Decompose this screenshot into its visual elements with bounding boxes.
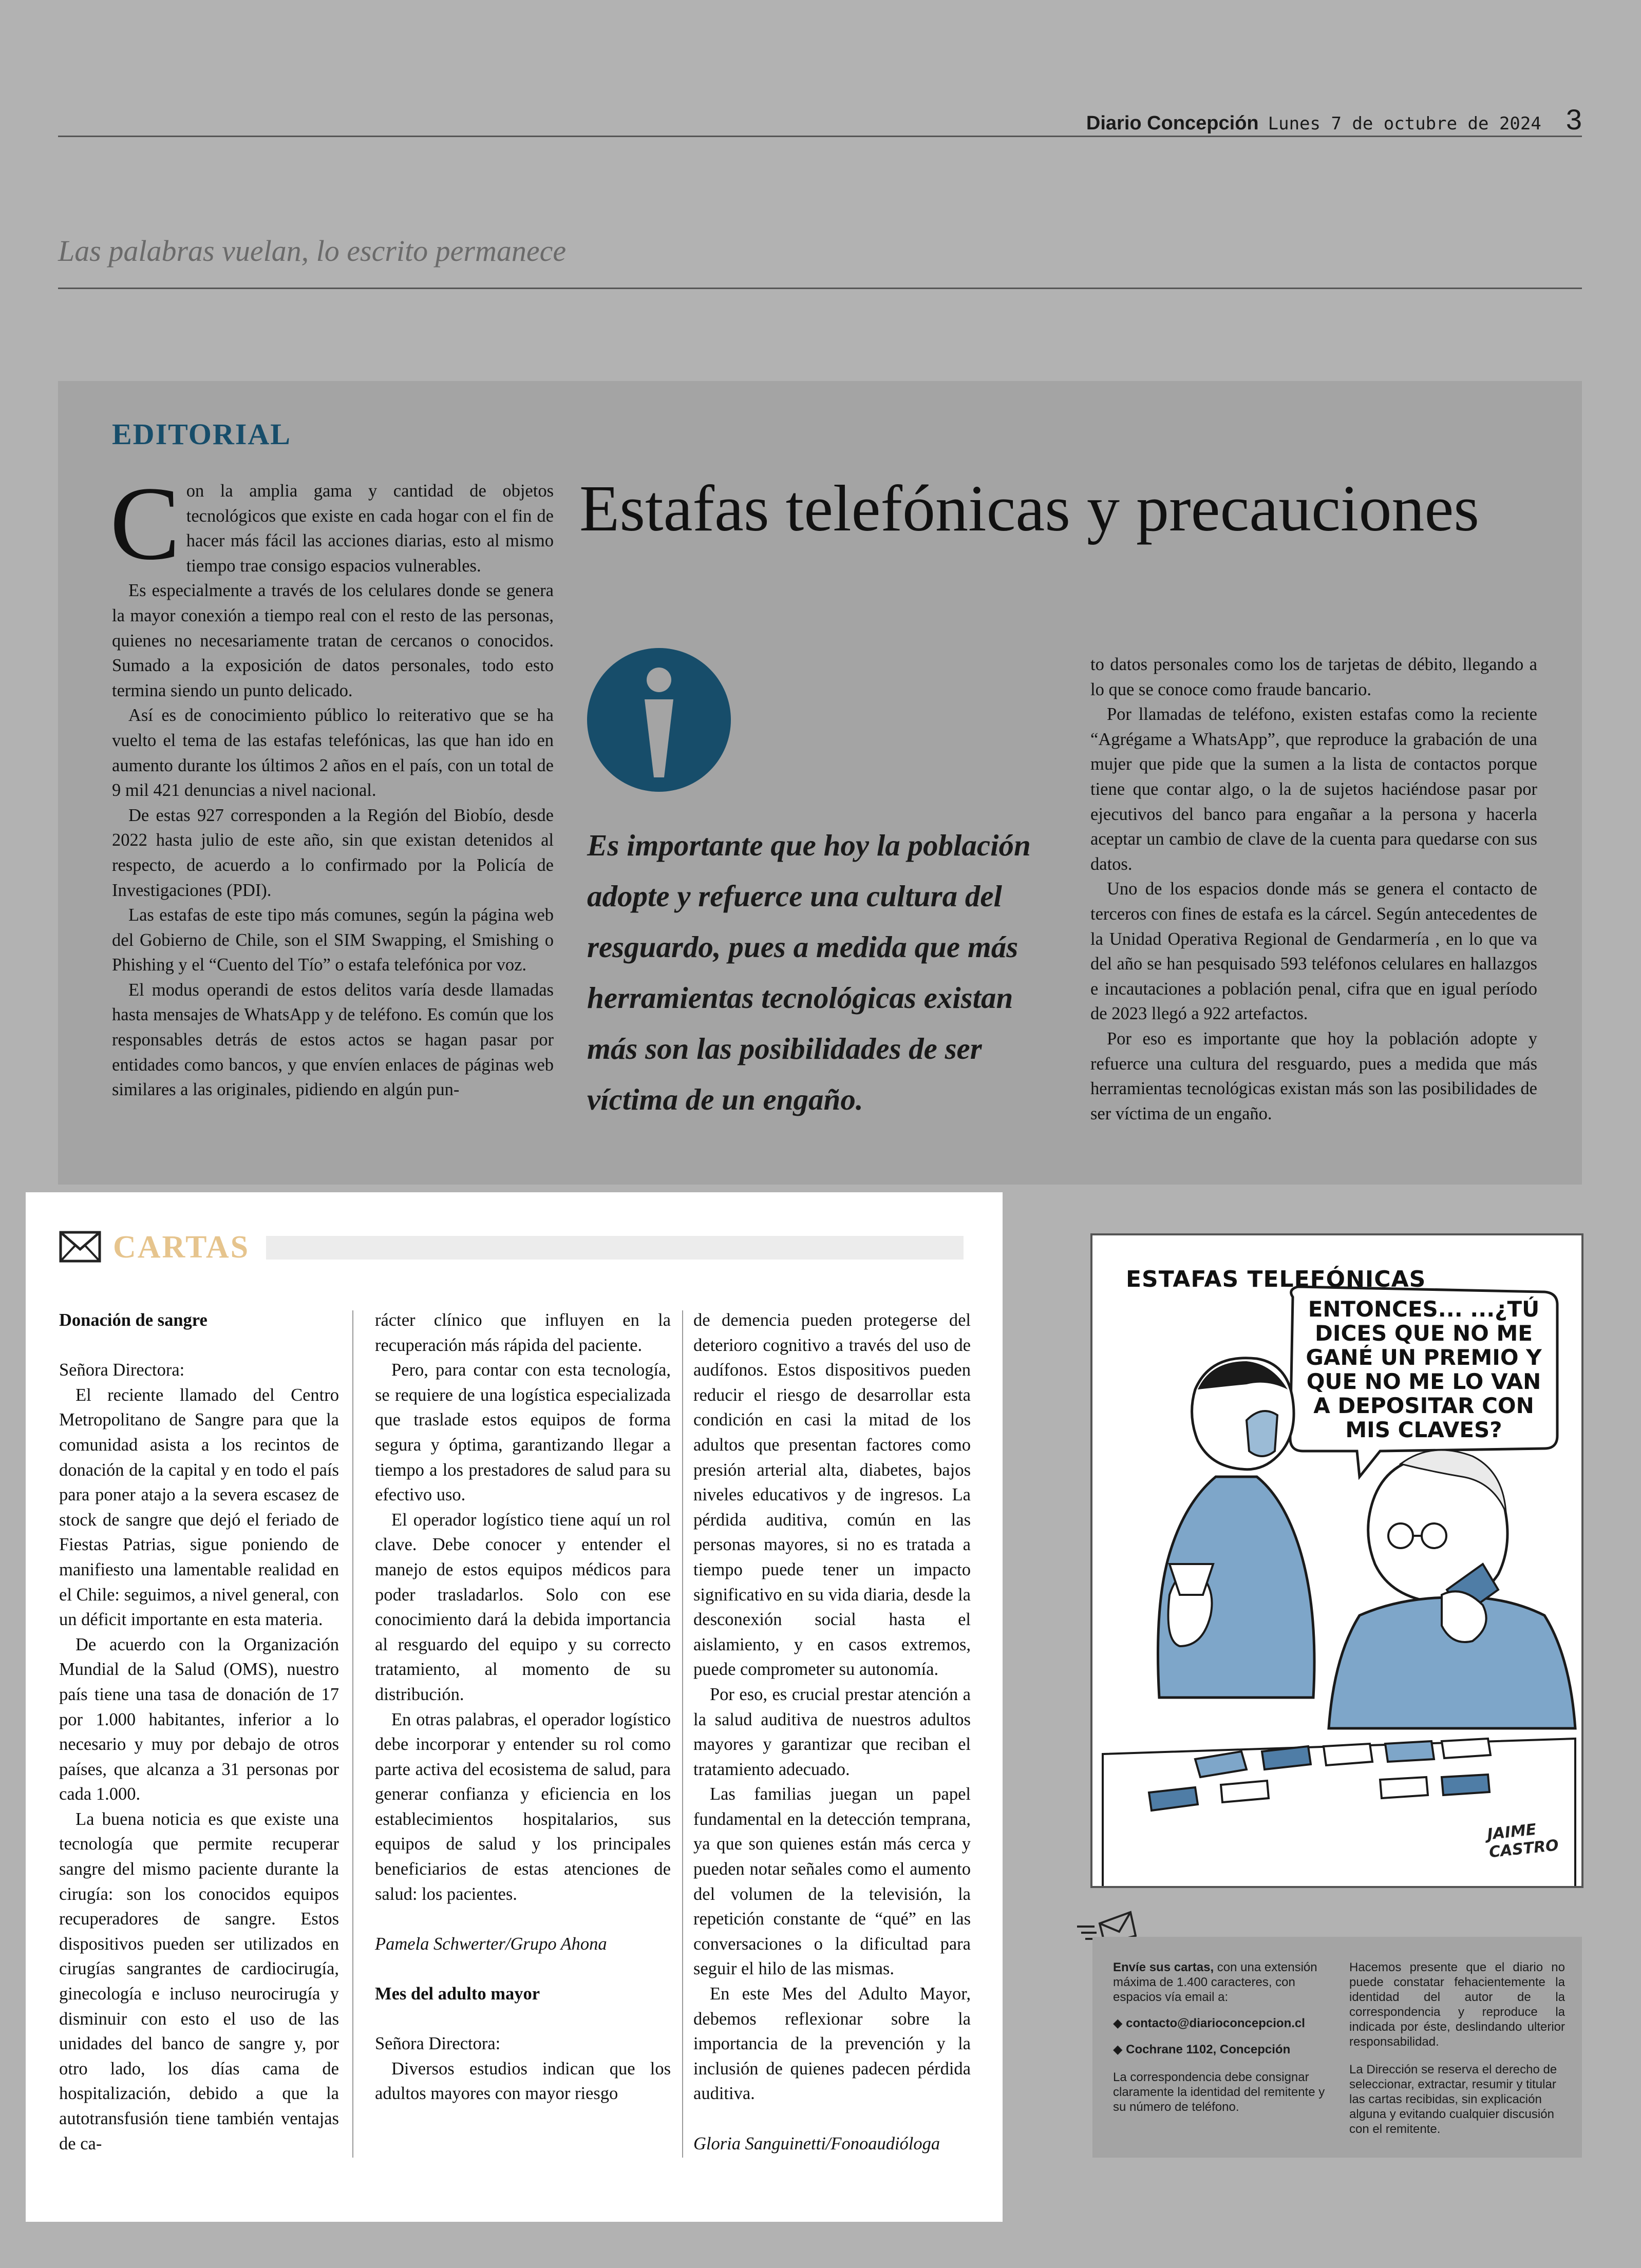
cartas-label: CARTAS <box>113 1230 250 1265</box>
letter-signature: Gloria Sanguinetti/Fonoaudióloga <box>693 2133 940 2153</box>
cartas-column-3 <box>693 1308 971 2156</box>
letter-paragraph: De acuerdo con la Organización Mundial de la Salud (OMS), nuestro país tiene una tasa de donación de 17 por 1.000 habitantes, inferior a lo necesario y muy por debajo de otros países, que alcanza a 31 personas por cada 1.000. <box>59 1634 339 1804</box>
header-divider <box>58 136 1582 137</box>
letter-paragraph: Diversos estudios indican que los adultos mayores con mayor riesgo <box>375 2059 671 2104</box>
letter-salutation: Señora Directora: <box>59 1360 185 1380</box>
disclaimer-editing: La Dirección se reserva el derecho de seleccionar, extractar, resumir y titular las cartas recibidas, sin explicación alguna y evitando cualquier discusión con el remitente. <box>1349 2063 1557 2136</box>
editorial-column-3 <box>1090 652 1537 1126</box>
letter-paragraph: En este Mes del Adulto Mayor, debemos reflexionar sobre la importancia de la prevención y la inclusión de quienes padecen pérdida auditiva. <box>693 1984 971 2104</box>
cartas-column-2 <box>375 1308 671 2106</box>
editorial-column-1 <box>110 465 554 1102</box>
letter-paragraph: El reciente llamado del Centro Metropolitano de Sangre para que la comunidad asista a los recintos de donación de la capital y en todo el país para poner atajo a la severa escasez de stock de sangre que dejó el feriado de Fiestas Patrias, sigue poniendo de manifiesto una lamentable realidad en el Chile: seguimos, a nivel general, con un déficit importante en esta materia. <box>59 1385 339 1630</box>
cartas-section <box>26 1192 1003 2222</box>
editorial-paragraph: Así es de conocimiento público lo reiterativo que se ha vuelto el tema de las estafas telefónicas, las que han ido en aumento durante los últimos 2 años en el país, con un total de 9 mil 421 denuncias a nivel nacional. <box>112 706 554 801</box>
column-divider <box>682 1310 683 2158</box>
column-divider <box>352 1310 353 2158</box>
editorial-paragraph: Por eso es importante que hoy la población adopte y refuerce una cultura del resguardo, pues a medida que más herramientas tecnológicas existan más son las posibilidades de ser víctima de un engaño. <box>1090 1028 1537 1123</box>
page-header <box>1086 103 1582 136</box>
envelope-icon <box>59 1231 101 1263</box>
letter-heading: Donación de sangre <box>59 1310 208 1330</box>
drop-cap: C <box>110 465 180 582</box>
contact-info-left <box>1113 1960 1334 2114</box>
correspondence-note: La correspondencia debe consignar claramente la identidad del remitente y su número de teléfono. <box>1113 2070 1325 2114</box>
editorial-cartoon <box>1090 1233 1583 1888</box>
cartas-column-1 <box>59 1308 339 2156</box>
letter-paragraph: de demencia pueden protegerse del deterioro cognitivo a través del uso de audífonos. Estos dispositivos pueden reducir el riesgo de desarrollar esta condición en casi la mitad de los adultos que presentan factores como presión arterial alta, diabetes, bajos niveles educativos y de ingresos. La pérdida auditiva, común en las personas mayores, si no es tratada a tiempo puede tener un impacto significativo en su vida diaria, desde la desconexión social hasta el aislamiento, y en casos extremos, puede comprometer su autonomía. <box>693 1310 971 1680</box>
send-instructions: Envíe sus cartas, con una extensión máxima de 1.400 caracteres, con espacios vía email a: <box>1113 1960 1317 2004</box>
letter-paragraph: Pero, para contar con esta tecnología, se requiere de una logística especializada que traslade estos equipos de forma segura y óptima, garantizando llegar a tiempo a los prestadores de salud para su efectivo uso. <box>375 1360 671 1505</box>
editorial-paragraph: De estas 927 corresponden a la Región del Biobío, desde 2022 hasta julio de este año, sin que existan detenidos al respecto, de acuerdo a lo confirmado por la Policía de Investigaciones (PDI). <box>112 805 554 900</box>
letter-paragraph: rácter clínico que influyen en la recuperación más rápida del paciente. <box>375 1310 671 1355</box>
paper-date: Lunes 7 de octubre de 2024 <box>1268 113 1541 134</box>
letter-paragraph: En otras palabras, el operador logístico debe incorporar y entender su rol como parte activa del ecosistema de salud, para generar confianza y eficiencia en los establecimientos hospitalarios, sus equipos de salud y los principales beneficiarios de estas atenciones de salud: los pacientes. <box>375 1709 671 1904</box>
editorial-pull-quote: Es importante que hoy la población adopte y refuerce una cultura del resguardo, pues a medida que más herramientas tecnológicas existan más son las posibilidades de ser víctima de un engaño. <box>587 828 1031 1116</box>
editorial-paragraph: to datos personales como los de tarjetas de débito, llegando a lo que se conoce como fraude bancario. <box>1090 655 1537 699</box>
disclaimer-identity: Hacemos presente que el diario no puede constatar fehacientemente la identidad del autor de la correspondencia y reproduce la indicada por éste, deslindando ulterior responsabilidad. <box>1349 1960 1565 2049</box>
cartoon-speech-text: ENTONCES... ...¿TÚ DICES QUE NO ME GANÉ UN PREMIO Y QUE NO ME LO VAN A DEPOSITAR CON MIS CLAVES? <box>1306 1297 1542 1442</box>
contact-address: ◆ Cochrane 1102, Concepción <box>1113 2043 1291 2056</box>
letter-salutation: Señora Directora: <box>375 2034 501 2054</box>
cartas-header-bar <box>266 1236 964 1260</box>
editorial-section <box>58 381 1582 1185</box>
info-icon <box>587 648 731 792</box>
editorial-title: Estafas telefónicas y precauciones <box>579 472 1480 545</box>
letter-paragraph: El operador logístico tiene aquí un rol clave. Debe conocer y entender el manejo de estos equipos médicos para poder trasladarlos. Solo con ese conocimiento dará la debida importancia al resguardo del equipo y su correcto tratamiento, al momento de su distribución. <box>375 1510 671 1704</box>
letter-heading: Mes del adulto mayor <box>375 1984 540 2004</box>
page-number: 3 <box>1565 103 1582 136</box>
editorial-paragraph: Es especialmente a través de los celulares donde se genera la mayor conexión a tiempo real con el resto de las personas, quienes no necesariamente tratan de cercanos o conocidos. Sumado a la exposición de datos personales, todo esto termina siendo un punto delicado. <box>112 581 554 700</box>
editorial-paragraph: Las estafas de este tipo más comunes, según la página web del Gobierno de Chile, son el SIM Swapping, el Smishing o Phishing y el “Cuento del Tío” o estafa telefónica por voz. <box>112 905 554 975</box>
editorial-label: EDITORIAL <box>112 417 291 451</box>
editorial-paragraph: Con la amplia gama y cantidad de objetos tecnológicos que existe en cada hogar con el fin de hacer más fácil las acciones diarias, esto al mismo tiempo trae consigo espacios vulnerables. <box>110 465 554 582</box>
letter-paragraph: La buena noticia es que existe una tecnología que permite recuperar sangre del mismo paciente durante la cirugía: son los conocidos equipos recuperadores de sangre. Estos dispositivos pueden ser utilizados en cirugías sangrantes de cardiocirugía, ginecología e incluso neurocirugía y disminuir con esto el uso de las unidades del banco de sangre y, por otro lado, los días cama de hospitalización, debido a que la autotransfusión tiene también ventajas de ca- <box>59 1809 339 2153</box>
contact-email[interactable]: ◆ contacto@diarioconcepcion.cl <box>1113 2016 1305 2030</box>
contact-info-box <box>1092 1937 1582 2158</box>
letter-paragraph: Por eso, es crucial prestar atención a la salud auditiva de nuestros adultos mayores y garantizar que reciban el tratamiento adecuado. <box>693 1684 971 1779</box>
section-slogan: Las palabras vuelan, lo escrito permanece <box>58 234 567 268</box>
cartoon-signature: JAIME CASTRO <box>1486 1820 1560 1862</box>
letter-paragraph: Las familias juegan un papel fundamental en la detección temprana, ya que son quienes están más cerca y pueden notar señales como el aumento del volumen de la televisión, la repetición constante de “qué” en las conversaciones o la dificultad para seguir el hilo de las mismas. <box>693 1784 971 1979</box>
contact-info-right <box>1349 1960 1565 2137</box>
editorial-paragraph: Uno de los espacios donde más se genera el contacto de terceros con fines de estafa es la cárcel. Según antecedentes de la Unidad Operativa Regional de Gendarmería , en lo que va del año se han pesquisado 593 teléfonos celulares en hallazgos e incautaciones a población penal, cifra que en igual período de 2023 llegó a 922 artefactos. <box>1090 879 1537 1024</box>
editorial-paragraph: El modus operandi de estos delitos varía desde llamadas hasta mensajes de WhatsApp y de teléfono. Es común que los responsables detrás de estos actos se hagan pasar por entidades como bancos, y que envíen enlaces de páginas web similares a las originales, pidiendo en algún pun- <box>112 980 554 1100</box>
slogan-divider <box>58 288 1582 289</box>
letter-signature: Pamela Schwerter/Grupo Ahona <box>375 1934 607 1954</box>
cartoon-title: ESTAFAS TELEFÓNICAS <box>1126 1266 1426 1292</box>
paper-name: Diario Concepción <box>1086 112 1259 134</box>
editorial-paragraph: Por llamadas de teléfono, existen estafas como la reciente “Agrégame a WhatsApp”, que reproduce la grabación de una mujer que pide que la sumen a la lista de contactos porque tiene que contar algo, o la de sujetos haciéndose pasar por ejecutivos del banco para engañar a la persona y hacerla aceptar un cambio de clave de la cuenta para quedarse con sus datos. <box>1090 704 1537 874</box>
